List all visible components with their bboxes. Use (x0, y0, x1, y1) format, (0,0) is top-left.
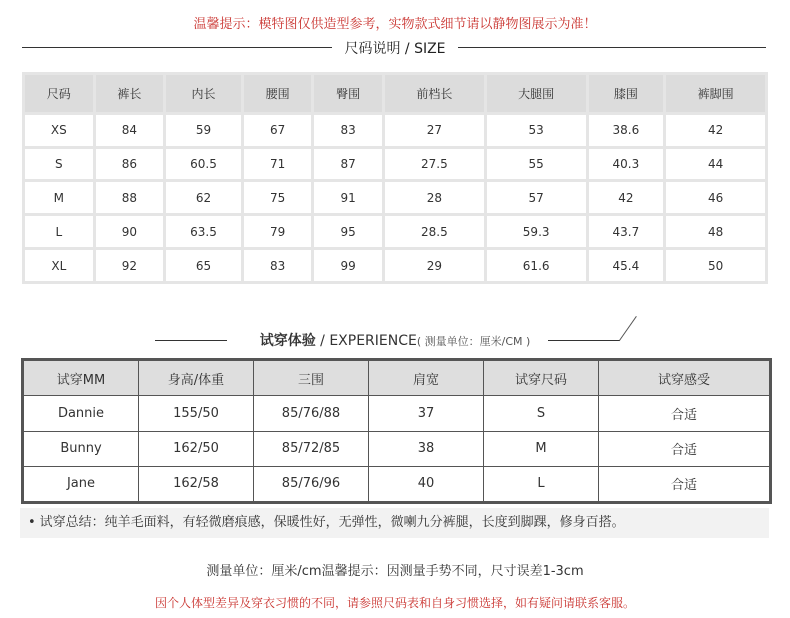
experience-title-bold: 试穿体验 (259, 333, 316, 349)
experience-table-header (24, 361, 770, 396)
table-cell: 86 (96, 149, 164, 180)
table-cell: 65 (166, 250, 241, 281)
table-cell: XL (25, 250, 93, 281)
table-cell: 91 (314, 182, 382, 213)
table-cell: 44 (666, 149, 765, 180)
table-cell: 85/76/96 (254, 466, 369, 501)
size-section-title: 尺码说明 / SIZE (0, 38, 790, 58)
header-cell: 大腿围 (487, 75, 586, 112)
table-row (24, 466, 770, 501)
table-cell: 84 (96, 115, 164, 146)
table-cell: 28 (385, 182, 484, 213)
table-cell: 162/58 (139, 466, 254, 501)
header-cell: 试穿MM (24, 361, 139, 396)
table-cell: 85/72/85 (254, 431, 369, 466)
table-cell: 88 (96, 182, 164, 213)
header-cell: 腰围 (244, 75, 312, 112)
bullet-icon: • (28, 515, 36, 530)
table-cell: 40 (369, 466, 484, 501)
table-cell: 90 (96, 216, 164, 247)
table-cell: 83 (244, 250, 312, 281)
table-row (25, 182, 765, 213)
table-cell: Dannie (24, 396, 139, 431)
footer-note: 因个人体型差异及穿衣习惯的不同，请参照尺码表和自身习惯选择，如有疑问请联系客服。 (154, 596, 635, 610)
table-cell: 合适 (599, 431, 770, 466)
table-cell: 75 (244, 182, 312, 213)
table-cell: S (484, 396, 599, 431)
header-cell: 三围 (254, 361, 369, 396)
table-cell: 48 (666, 216, 765, 247)
table-row (25, 149, 765, 180)
table-cell: 43.7 (589, 216, 664, 247)
table-cell: 162/50 (139, 431, 254, 466)
header-cell: 裤脚围 (666, 75, 765, 112)
header-cell: 尺码 (25, 75, 93, 112)
table-cell: 27 (385, 115, 484, 146)
header-cell: 臀围 (314, 75, 382, 112)
table-cell: M (484, 431, 599, 466)
table-cell: 59 (166, 115, 241, 146)
table-cell: 92 (96, 250, 164, 281)
table-cell: 50 (666, 250, 765, 281)
table-cell: 合适 (599, 466, 770, 501)
table-cell: XS (25, 115, 93, 146)
experience-title-rest: / EXPERIENCE (315, 333, 417, 349)
table-cell: 38.6 (589, 115, 664, 146)
table-cell: 99 (314, 250, 382, 281)
size-table (22, 72, 768, 284)
table-cell: 87 (314, 149, 382, 180)
table-row (24, 396, 770, 431)
summary-box (20, 508, 769, 538)
table-cell: 合适 (599, 396, 770, 431)
header-cell: 膝围 (589, 75, 664, 112)
table-cell: 37 (369, 396, 484, 431)
header-cell: 试穿感受 (599, 361, 770, 396)
table-cell: 67 (244, 115, 312, 146)
summary-text: 试穿总结：纯羊毛面料，有轻微磨痕感，保暖性好，无弹性，微喇九分裤腿，长度到脚踝，修身百搭。 (39, 515, 625, 530)
table-cell: 38 (369, 431, 484, 466)
table-row (25, 115, 765, 146)
header-cell: 裤长 (96, 75, 164, 112)
table-cell: 42 (589, 182, 664, 213)
table-cell: M (25, 182, 93, 213)
table-cell: 55 (487, 149, 586, 180)
header-cell: 身高/体重 (139, 361, 254, 396)
header-cell: 前档长 (385, 75, 484, 112)
table-cell: 61.6 (487, 250, 586, 281)
table-cell: 155/50 (139, 396, 254, 431)
table-cell: 60.5 (166, 149, 241, 180)
table-row (25, 250, 765, 281)
table-cell: 53 (487, 115, 586, 146)
table-cell: L (25, 216, 93, 247)
table-cell: L (484, 466, 599, 501)
table-cell: 79 (244, 216, 312, 247)
table-cell: 63.5 (166, 216, 241, 247)
table-cell: 57 (487, 182, 586, 213)
table-cell: 85/76/88 (254, 396, 369, 431)
table-cell: 71 (244, 149, 312, 180)
table-cell: 95 (314, 216, 382, 247)
measure-note: 测量单位：厘米/cm温馨提示：因测量手势不同，尺寸误差1-3cm (206, 564, 584, 579)
table-cell: 29 (385, 250, 484, 281)
experience-title-sub: ( 测量单位：厘米/CM ) (416, 335, 531, 348)
table-cell: 45.4 (589, 250, 664, 281)
table-cell: 59.3 (487, 216, 586, 247)
table-cell: 46 (666, 182, 765, 213)
header-cell: 内长 (166, 75, 241, 112)
table-cell: 62 (166, 182, 241, 213)
experience-section-title (0, 330, 790, 350)
header-cell: 肩宽 (369, 361, 484, 396)
header-cell: 试穿尺码 (484, 361, 599, 396)
table-cell: Bunny (24, 431, 139, 466)
table-cell: 83 (314, 115, 382, 146)
size-table-header (25, 75, 765, 112)
notice-text: 温馨提示：模特图仅供造型参考，实物款式细节请以静物图展示为准！ (193, 17, 597, 32)
table-row (24, 431, 770, 466)
table-cell: 40.3 (589, 149, 664, 180)
table-cell: 42 (666, 115, 765, 146)
table-cell: S (25, 149, 93, 180)
table-cell: 28.5 (385, 216, 484, 247)
experience-table (21, 358, 772, 504)
table-row (25, 216, 765, 247)
table-cell: Jane (24, 466, 139, 501)
table-cell: 27.5 (385, 149, 484, 180)
